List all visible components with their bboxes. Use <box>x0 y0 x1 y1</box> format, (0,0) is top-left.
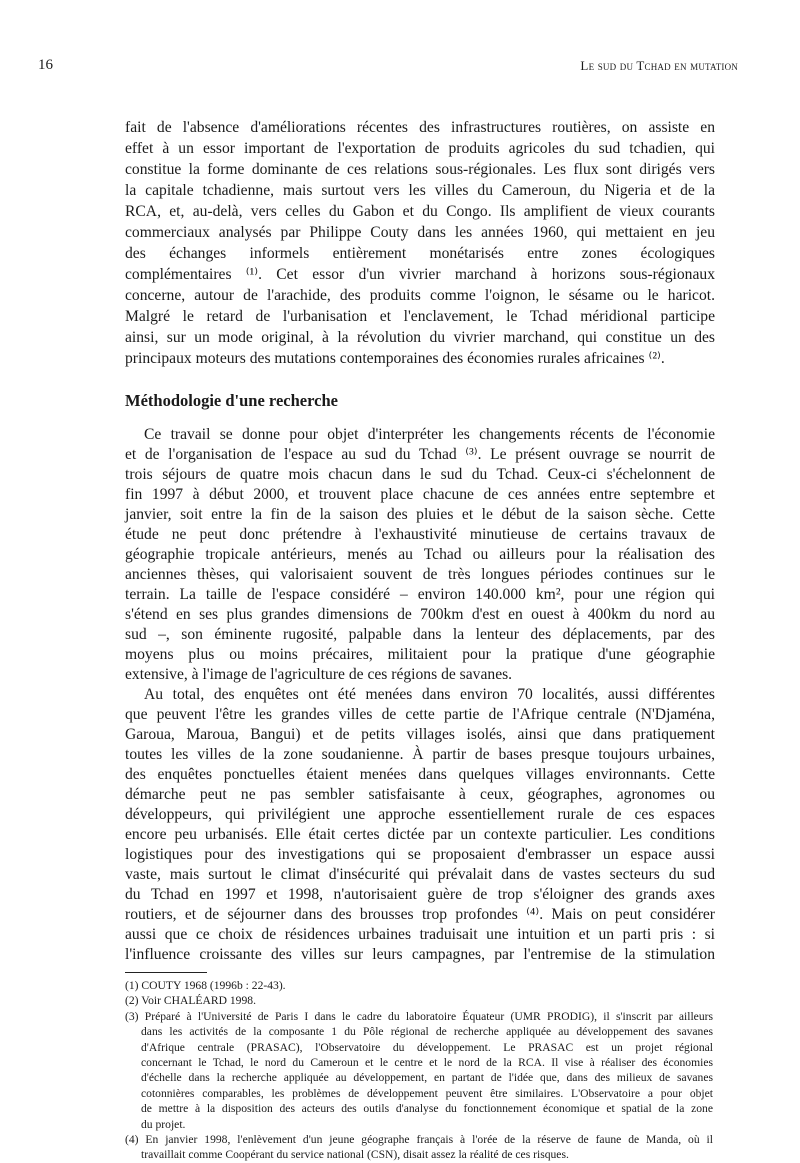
text-line: l'influence croissante des villes sur leurs campagnes, par l'entremise de la stimulation <box>125 946 715 963</box>
text-line: terrain. La taille de l'espace considéré – environ 140.000 km², pour une région qui <box>125 586 715 603</box>
paragraph-1 <box>125 117 715 369</box>
text-line: logistiques pour des investigations qui se proposaient d'embrasser un espace aussi <box>125 846 715 863</box>
footnote-1 <box>125 978 713 993</box>
text-line: commerciaux analysés par Philippe Couty dans les années 1960, qui mettaient en jeu <box>125 224 715 241</box>
text-line: trois séjours de quatre mois chacun dans le sud du Tchad. Ceux-ci s'échelonnent de <box>125 466 715 483</box>
text-line: des échanges informels entièrement monétarisés entre zones écologiques <box>125 245 715 262</box>
footnotes <box>125 978 713 1163</box>
footnote-line: (3) Préparé à l'Université de Paris I dans le cadre du laboratoire Équateur (UMR PRODIG), il s'inscrit par ailleurs <box>125 1009 713 1023</box>
footnote-line: de mettre à la disposition des acteurs des outils d'analyse du fonctionnement économique et spatial de la zone <box>141 1102 713 1116</box>
text-line: étude ne peut donc prétendre à l'exhaustivité minutieuse de certains travaux de <box>125 526 715 543</box>
text-line: des enquêtes ponctuelles étaient menées dans quelques villages environnants. Cette <box>125 766 715 783</box>
text-line: janvier, soit entre la fin de la saison des pluies et le début de la saison sèche. Cette <box>125 506 715 523</box>
footnote-line: d'échelle dans la recherche appliquée au développement, en partant de l'idée que, dans des milieux de savanes <box>141 1071 713 1085</box>
footnote-line: dans les activités de la composante 1 du Pôle régional de recherche appliquée au développement des savanes <box>141 1025 713 1039</box>
text-line: s'étend en ses plus grandes dimensions de 700km d'est en ouest à 400km du nord au <box>125 606 715 623</box>
text-line: que peuvent l'être les grandes villes de cette partie de l'Afrique centrale (N'Djaména, <box>125 706 715 723</box>
footnote-rule <box>125 972 207 973</box>
text-line: moyens plus ou moins précaires, militaient pour la pratique d'une géographie <box>125 646 715 663</box>
text-line: et de l'organisation de l'espace au sud du Tchad ⁽³⁾. Le présent ouvrage se nourrit de <box>125 446 715 463</box>
text-line: du Tchad en 1997 et 1998, n'autorisaient guère de trop s'éloigner des grands axes <box>125 886 715 903</box>
text-line: géographie tropicale antérieurs, menés au Tchad ou ailleurs pour la réalisation des <box>125 546 715 563</box>
text-line: Malgré le retard de l'urbanisation et l'enclavement, le Tchad méridional participe <box>125 308 715 325</box>
text-line: complémentaires ⁽¹⁾. Cet essor d'un vivrier marchand à horizons sous-régionaux <box>125 266 715 283</box>
text-line: anciennes thèses, qui valorisaient souvent de très longues périodes continues sur le <box>125 566 715 583</box>
text-line: fin 1997 à début 2000, et trouvent place chacune de ces années entre septembre et <box>125 486 715 503</box>
text-line: extensive, à l'image de l'agriculture de ces régions de savanes. <box>125 666 513 683</box>
text-line: aussi que ce choix de résidences urbaines traduisait une intuition et un parti pris : si <box>125 926 715 943</box>
text-line: sud –, son éminente rugosité, palpable dans la lenteur des déplacements, par des <box>125 626 715 643</box>
text-line: effet à un essor important de l'exportation de produits agricoles du sud tchadien, qui <box>125 140 715 157</box>
footnote-line: cotonnières comparables, les problèmes de développement peuvent être similaires. L'Observatoire a pour objet <box>141 1086 713 1100</box>
text-line: développeurs, qui privilégient une approche essentiellement rurale de ces espaces <box>125 806 715 823</box>
footnote-line: (2) Voir CHALÉARD 1998. <box>125 994 256 1008</box>
text-line: Ce travail se donne pour objet d'interpréter les changements récents de l'économie <box>144 426 715 443</box>
text-line: Garoua, Maroua, Bangui) et de petits villages isolés, ainsi que dans pratiquement <box>125 726 715 743</box>
text-line: la capitale tchadienne, mais surtout vers les villes du Cameroun, du Nigeria et de la <box>125 182 715 199</box>
text-line: fait de l'absence d'améliorations récentes des infrastructures routières, on assiste en <box>125 119 715 136</box>
footnote-2 <box>125 993 713 1008</box>
text-line: principaux moteurs des mutations contemporaines des économies rurales africaines ⁽²⁾. <box>125 350 665 367</box>
footnote-line: d'Afrique centrale (PRASAC), l'Observatoire du développement. Le PRASAC est un projet régional <box>141 1040 713 1054</box>
section-heading: Méthodologie d'une recherche <box>125 391 338 410</box>
footnote-3 <box>125 1009 713 1132</box>
text-line: concerne, autour de l'arachide, des produits comme l'oignon, le sésame ou le haricot. <box>125 287 715 304</box>
text-line: encore peu urbanisés. Elle était certes dictée par un contexte particulier. Les conditions <box>125 826 715 843</box>
paragraphs-2-3 <box>125 425 715 965</box>
footnote-line: (4) En janvier 1998, l'enlèvement d'un jeune géographe français à l'orée de la réserve de faune de Manda, où il <box>125 1132 713 1146</box>
text-line: constitue la forme dominante de ces relations sous-régionales. Les flux sont dirigés vers <box>125 161 715 178</box>
page-number: 16 <box>38 57 53 73</box>
footnote-line: du projet. <box>141 1117 186 1131</box>
footnote-line: concernant le Tchad, le nord du Cameroun et le centre et le nord de la RCA. Il vise à réaliser des économies <box>141 1055 713 1069</box>
running-title: Le sud du Tchad en mutation <box>580 58 738 73</box>
footnote-line: travaillait comme Coopérant du service national (CSN), disait assez la réalité de ces risques. <box>141 1148 569 1162</box>
text-line: routiers, et de séjourner dans des brousses trop profondes ⁽⁴⁾. Mais on peut considérer <box>125 906 715 923</box>
text-line: RCA, et, au-delà, vers celles du Gabon et du Congo. Ils amplifient de vieux courants <box>125 203 715 220</box>
text-line: vaste, mais surtout le climat d'insécurité qui prévalait dans de vastes secteurs du sud <box>125 866 715 883</box>
text-line: ainsi, sur un mode original, à la révolution du vivrier marchand, qui constitue un des <box>125 329 715 346</box>
text-line: démarche peut ne pas sembler satisfaisante à ceux, géographes, agronomes ou <box>125 786 715 803</box>
footnote-line: (1) COUTY 1968 (1996b : 22-43). <box>125 979 286 992</box>
footnote-4 <box>125 1132 713 1163</box>
text-line: toutes les villes de la zone soudanienne. À partir de bases presque toujours urbaines, <box>125 746 715 763</box>
text-line: Au total, des enquêtes ont été menées dans environ 70 localités, aussi différentes <box>144 686 715 703</box>
